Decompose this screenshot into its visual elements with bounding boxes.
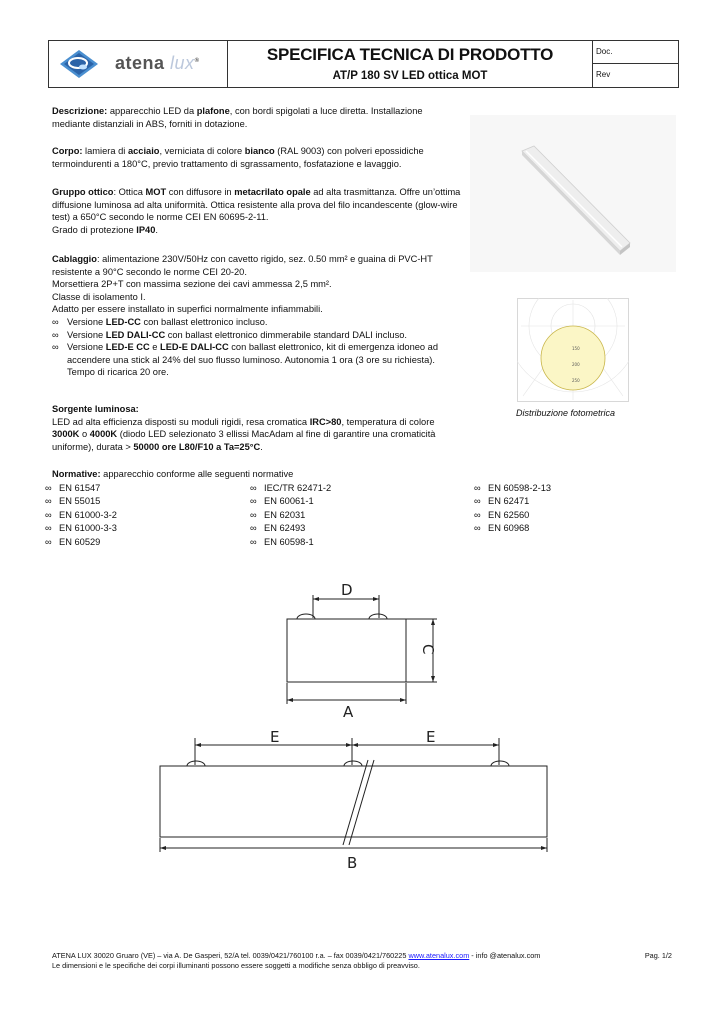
technical-drawing: [150, 575, 560, 875]
list-item: ∞ EN 62493: [250, 522, 331, 535]
list-item: ∞ EN 60061-1: [250, 495, 331, 508]
list-item: ∞ Versione LED DALI-CC con ballast elettronico dimmerabile standard DALI incluso.: [52, 329, 462, 342]
grid-label: 150: [572, 346, 580, 351]
section-gruppo-ottico: Gruppo ottico: Ottica MOT con diffusore in metacrilato opale ad alta trasmittanza. Offre un’ottima diffusione luminosa ad alta uniformità. Ottica resistente alla prova del filo incandescente (glow-wire test) a 650°C secondo le norme CEI EN 60695-2-11. Grado di protezione IP40.: [52, 187, 461, 235]
list-item: ∞ IEC/TR 62471-2: [250, 482, 331, 495]
normative-col-2: [250, 482, 331, 549]
rev-label: Rev: [596, 70, 611, 79]
grid-label: 200: [572, 362, 580, 367]
doc-rev-cell: [593, 41, 678, 87]
page-title: SPECIFICA TECNICA DI PRODOTTO: [266, 45, 554, 64]
section-sorgente: Sorgente luminosa: LED ad alta efficienza disposti su moduli rigidi, resa cromatica IRC>80, temperatura di colore 3000K o 4000K (diodo LED selezionato 3 ellissi MacAdam al fine di garantire una cromaticità uniforme), durata > 50000 ore L80/F10 a Ta=25°C.: [52, 404, 436, 452]
product-code: AT/P 180 SV LED ottica MOT: [332, 70, 488, 82]
dimension-label-e: E: [270, 728, 280, 746]
header-title-cell: [228, 41, 593, 87]
list-item: ∞ EN 62031: [250, 509, 331, 522]
logo: [49, 41, 228, 87]
dimension-label-c: C: [419, 644, 437, 655]
photometric-caption: Distribuzione fotometrica: [516, 408, 616, 418]
logo-wordmark: atena lux®: [115, 53, 200, 73]
section-normative: Normative: apparecchio conforme alle seguenti normative: [52, 469, 294, 479]
list-item: ∞ EN 62560: [474, 509, 551, 522]
logo-icon: [59, 49, 99, 79]
footer: ATENA LUX 30020 Gruaro (VE) – via A. De Gasperi, 52/A tel. 0039/0421/760100 r.a. – fax 0039/0421/760225 www.atenalux.com - info @atenalux.com Pag. 1/2 Le dimensioni e le specifiche dei corpi illuminanti possono essere soggetti a modifiche senza obbligo di preavviso.: [52, 951, 672, 970]
list-item: ∞ EN 61547: [45, 482, 117, 495]
list-item: ∞ EN 55015: [45, 495, 117, 508]
dimension-label-a: A: [343, 703, 354, 721]
page-number: Pag. 1/2: [644, 951, 672, 960]
list-item: ∞ EN 60968: [474, 522, 551, 535]
list-item: ∞ EN 60529: [45, 536, 117, 549]
list-item: ∞ Versione LED-E CC e LED-E DALI-CC con ballast elettronico, kit di emergenza idoneo ad accendere una stick al 24% del suo flusso luminoso. Autonomia 1 ora (3 ore su richiesta). Tempo di ricarica 20 ore.: [52, 341, 462, 379]
normative-col-3: [474, 482, 551, 536]
list-item: ∞ EN 60598-2-13: [474, 482, 551, 495]
website-link[interactable]: www.atenalux.com: [408, 951, 470, 960]
list-item: ∞ EN 61000-3-2: [45, 509, 117, 522]
list-item: ∞ Versione LED-CC con ballast elettronico incluso.: [52, 316, 462, 329]
product-image: [470, 115, 676, 272]
list-item: ∞ EN 62471: [474, 495, 551, 508]
header-table: [48, 40, 679, 88]
section-cablaggio: Cablaggio: alimentazione 230V/50Hz con cavetto rigido, sez. 0.50 mm² e guaina di PVC-HT resistente a 90°C secondo le norme CEI 20-20. Morsettiera 2P+T con massima sezione dei cavi ammessa 2,5 mm². Classe di isolamento I. Adatto per essere installato in superfici normalmente infiammabili. ∞ Versione LED-CC con ballast elettronico incluso. ∞ Versione LED DALI-CC con ballast elettronico dimmerabile standard DALI incluso. ∞ Versione LED-E CC e LED-E DALI-CC con ballast elettronico, kit di emergenza idoneo ad accendere una stick al 24% del suo flusso luminoso. Autonomia 1 ora (3 ore su richiesta). Tempo di ricarica 20 ore.: [52, 253, 462, 379]
dimension-label-e: E: [426, 728, 436, 746]
dimension-label-b: B: [347, 854, 358, 872]
section-descrizione: Descrizione: apparecchio LED da plafone, con bordi spigolati a luce diretta. Installazione mediante distanziali in ABS, forniti in dotazione.: [52, 106, 423, 129]
list-item: ∞ EN 60598-1: [250, 536, 331, 549]
photometric-diagram: [517, 298, 629, 402]
section-corpo: Corpo: lamiera di acciaio, verniciata di colore bianco (RAL 9003) con polveri epossidiche termoindurenti a 180°C, previo trattamento di sgrassamento, fosfatazione e lavaggio.: [52, 146, 424, 169]
disclaimer: Le dimensioni e le specifiche dei corpi illuminanti possono essere soggetti a modifiche senza obbligo di preavviso.: [52, 961, 420, 970]
dimension-label-d: D: [341, 581, 353, 599]
doc-label: Doc.: [593, 41, 678, 64]
list-item: ∞ EN 61000-3-3: [45, 522, 117, 535]
grid-label: 250: [572, 378, 580, 383]
normative-col-1: [45, 482, 117, 549]
